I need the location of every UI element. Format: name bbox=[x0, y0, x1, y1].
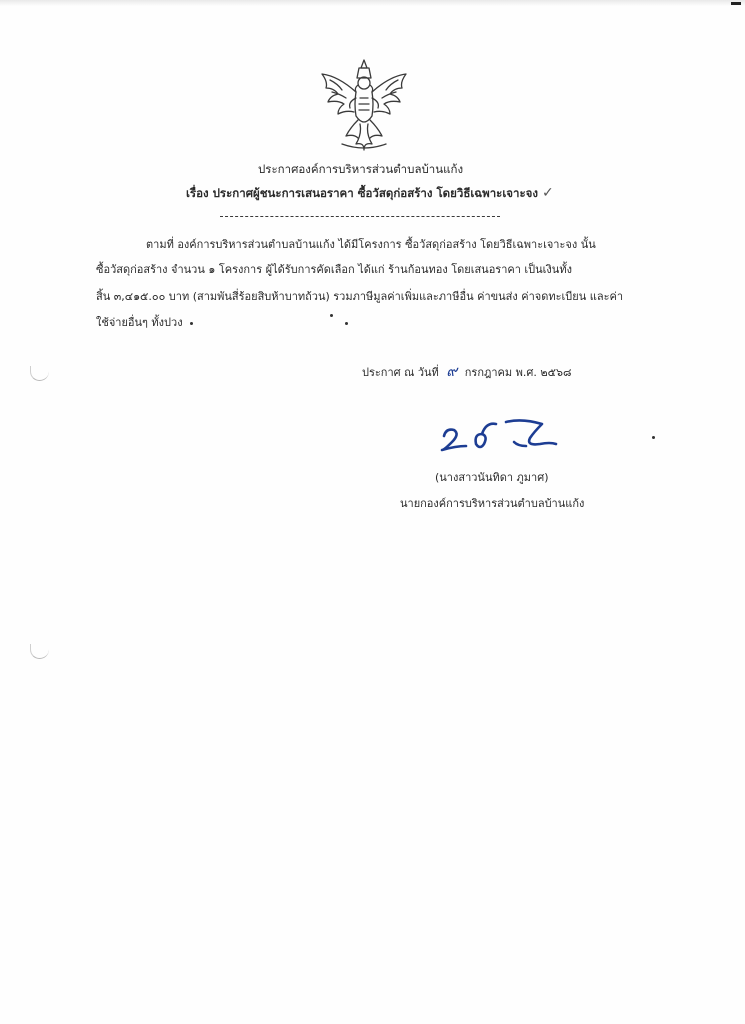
signatory-name: (นางสาวนันทิดา ภูมาศ) bbox=[435, 471, 549, 484]
subject-line bbox=[186, 186, 554, 200]
announce-date bbox=[362, 364, 571, 380]
punch-hole-bottom bbox=[30, 644, 49, 659]
punch-hole-top bbox=[30, 366, 49, 381]
org-title: ประกาศองค์การบริหารส่วนตำบลบ้านแก้ง bbox=[258, 162, 464, 176]
scan-speck bbox=[345, 322, 348, 325]
body-line-2: ซื้อวัสดุก่อสร้าง จำนวน ๑ โครงการ ผู้ได้รับการคัดเลือก ได้แก่ ร้านก้อนทอง โดยเสนอราคา เป็นเงินทั้ง bbox=[96, 263, 572, 276]
divider bbox=[220, 216, 500, 217]
signature bbox=[430, 412, 600, 460]
announce-prefix: ประกาศ ณ วันที่ bbox=[362, 366, 439, 379]
scan-corner-mark bbox=[731, 2, 741, 5]
subject-text: เรื่อง ประกาศผู้ชนะการเสนอราคา ซื้อวัสดุก่อสร้าง โดยวิธีเฉพาะเจาะจง bbox=[186, 186, 538, 200]
scan-speck bbox=[190, 322, 193, 325]
body-line-1: ตามที่ องค์การบริหารส่วนตำบลบ้านแก้ง ได้มีโครงการ ซื้อวัสดุก่อสร้าง โดยวิธีเฉพาะเจาะจง นั้น bbox=[146, 238, 596, 251]
check-mark-icon: ✓ bbox=[542, 185, 554, 201]
scan-top-edge bbox=[0, 0, 745, 6]
body-line-4: ใช้จ่ายอื่นๆ ทั้งปวง bbox=[96, 316, 183, 329]
announce-day: ๙ bbox=[446, 362, 458, 380]
garuda-emblem-icon bbox=[316, 58, 412, 154]
body-line-3: สิ้น ๓,๔๑๕.๐๐ บาท (สามพันสี่ร้อยสิบห้าบาทถ้วน) รวมภาษีมูลค่าเพิ่มและภาษีอื่น ค่าขนส่ง ค่าจดทะเบียน และค่า bbox=[96, 290, 624, 303]
scan-speck bbox=[330, 314, 333, 317]
announce-month-year: กรกฎาคม พ.ศ. ๒๕๖๘ bbox=[464, 366, 572, 379]
scan-speck bbox=[652, 436, 655, 439]
signatory-position: นายกองค์การบริหารส่วนตำบลบ้านแก้ง bbox=[400, 497, 585, 510]
